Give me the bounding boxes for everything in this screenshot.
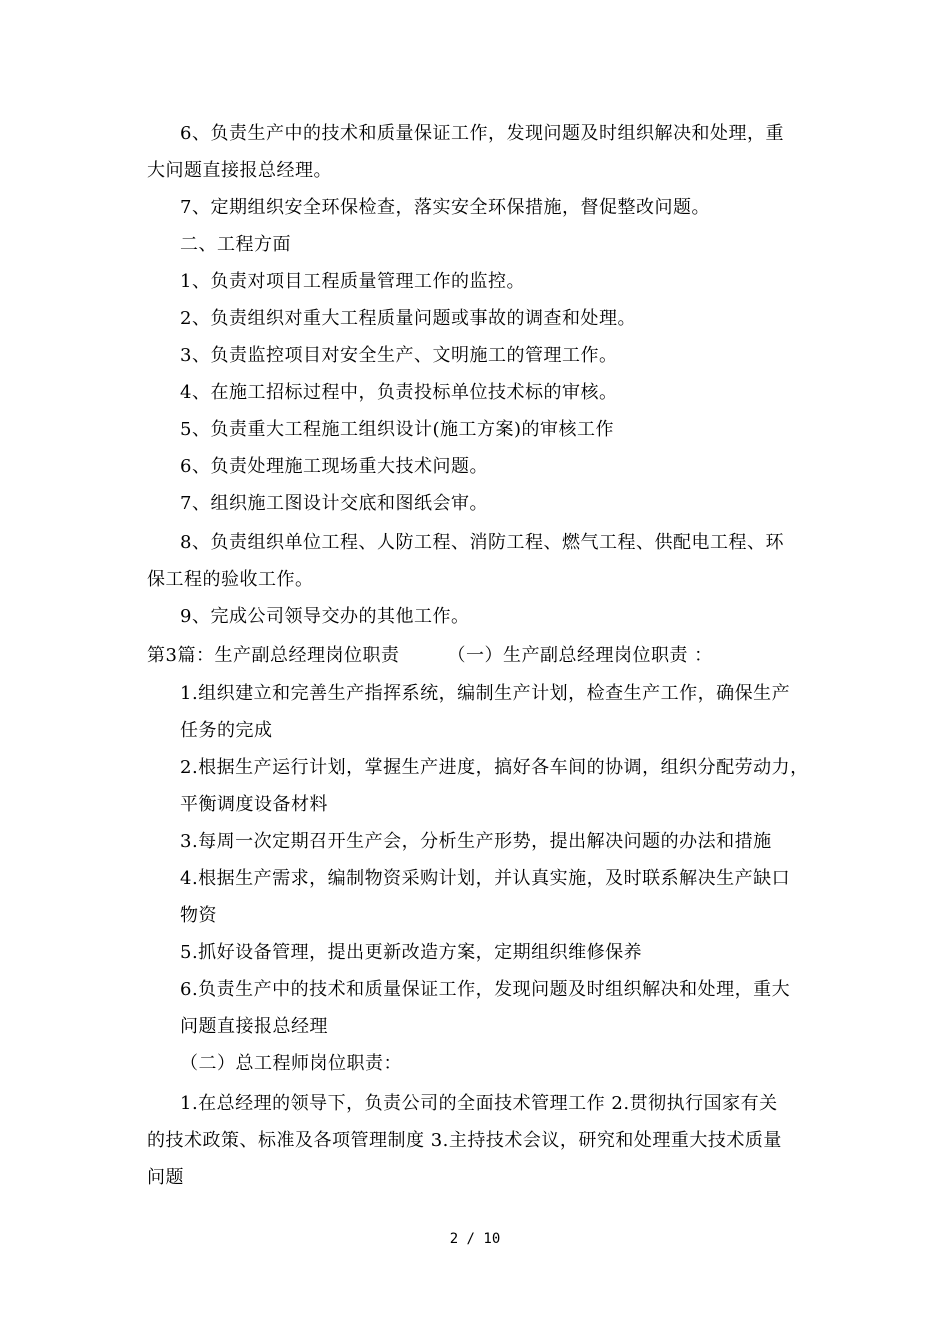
paragraph-line: 7、定期组织安全环保检查，落实安全环保措施，督促整改问题。 <box>180 197 710 218</box>
list-item: 2、负责组织对重大工程质量问题或事故的调查和处理。 <box>180 308 636 329</box>
paragraph-line: 6、负责生产中的技术和质量保证工作，发现问题及时组织解决和处理，重 <box>180 123 784 144</box>
part-title-row <box>147 645 713 667</box>
paragraph-line: 大问题直接报总经理。 <box>147 160 332 181</box>
duty-item: 5.抓好设备管理，提出更新改造方案，定期组织维修保养 <box>180 942 643 963</box>
list-item: 9、完成公司领导交办的其他工作。 <box>180 606 470 627</box>
list-item: 4、在施工招标过程中，负责投标单位技术标的审核。 <box>180 382 618 403</box>
duty-item: 1.组织建立和完善生产指挥系统，编制生产计划，检查生产工作，确保生产 <box>180 683 791 704</box>
duty-item-continuation: 任务的完成 <box>180 720 273 741</box>
part-title: 第3篇：生产副总经理岗位职责 <box>147 645 400 666</box>
duty-item-continuation: 物资 <box>180 905 217 926</box>
list-item: 3、负责监控项目对安全生产、文明施工的管理工作。 <box>180 345 618 366</box>
paragraph-line: 的技术政策、标准及各项管理制度 3.主持技术会议，研究和处理重大技术质量 <box>147 1130 782 1151</box>
duty-item: 2.根据生产运行计划，掌握生产进度，搞好各车间的协调，组织分配劳动力， <box>180 757 809 778</box>
duty-item: 4.根据生产需求，编制物资采购计划，并认真实施，及时联系解决生产缺口 <box>180 868 791 889</box>
subsection-heading: （二）总工程师岗位职责： <box>180 1053 402 1074</box>
part-subtitle: （一）生产副总经理岗位职责 ： <box>447 645 713 666</box>
list-item: 5、负责重大工程施工组织设计(施工方案)的审核工作 <box>180 419 614 440</box>
duty-item: 3.每周一次定期召开生产会，分析生产形势，提出解决问题的办法和措施 <box>180 831 772 852</box>
list-item: 6、负责处理施工现场重大技术问题。 <box>180 456 488 477</box>
duty-item-continuation: 平衡调度设备材料 <box>180 794 328 815</box>
list-item: 8、负责组织单位工程、人防工程、消防工程、燃气工程、供配电工程、环 <box>180 532 784 553</box>
paragraph-line: 1.在总经理的领导下，负责公司的全面技术管理工作 2.贯彻执行国家有关 <box>180 1093 778 1114</box>
list-item: 1、负责对项目工程质量管理工作的监控。 <box>180 271 525 292</box>
list-item-continuation: 保工程的验收工作。 <box>147 569 314 590</box>
page-number: 2 / 10 <box>449 1231 501 1247</box>
paragraph-line: 问题 <box>147 1167 184 1188</box>
duty-item: 6.负责生产中的技术和质量保证工作，发现问题及时组织解决和处理，重大 <box>180 979 791 1000</box>
duty-item-continuation: 问题直接报总经理 <box>180 1016 328 1037</box>
section-heading: 二、工程方面 <box>180 234 291 255</box>
list-item: 7、组织施工图设计交底和图纸会审。 <box>180 493 488 514</box>
